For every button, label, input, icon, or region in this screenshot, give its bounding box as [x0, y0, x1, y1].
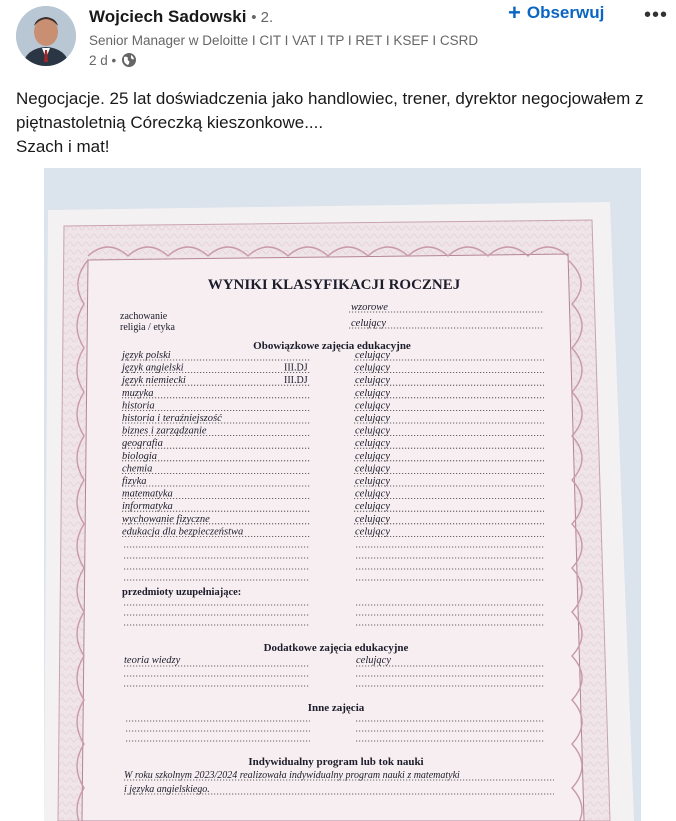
subject-name: chemia	[122, 463, 153, 475]
author-name[interactable]	[89, 7, 273, 27]
subject-grade: celujący	[355, 438, 390, 450]
subject-name: język niemiecki	[122, 375, 186, 387]
subject-name: geografia	[122, 438, 163, 450]
subject-name: historia i teraźniejszość	[122, 413, 222, 424]
subject-grade: celujący	[356, 655, 391, 666]
subject-grade: celujący	[355, 513, 390, 525]
subject-grade: celujący	[355, 387, 390, 399]
subject-name: historia	[122, 400, 155, 412]
more-icon[interactable]: •••	[644, 4, 669, 26]
program-line: i języka angielskiego.	[124, 784, 210, 795]
subject-name: język polski	[122, 350, 171, 361]
post-time: 2 d •	[89, 52, 117, 68]
subject-grade: celujący	[355, 413, 390, 424]
conduct-label: religia / etyka	[120, 322, 175, 333]
subject-name: fizyka	[122, 476, 147, 487]
post-image[interactable]	[44, 168, 641, 821]
section-heading: Indywidualny program lub tok nauki	[248, 756, 424, 768]
follow-button[interactable]	[508, 0, 605, 25]
subject-grade: celujący	[355, 526, 390, 538]
program-line: W roku szkolnym 2023/2024 realizowała indywidualny program nauki z matematyki	[124, 770, 460, 781]
subject-grade: celujący	[355, 425, 390, 437]
subject-name: język angielski	[122, 362, 184, 374]
subject-grade: celujący	[355, 488, 390, 500]
conduct-grade: celujący	[351, 318, 386, 329]
subject-name: wychowanie fizyczne	[122, 513, 210, 525]
author-name-text[interactable]: Wojciech Sadowski	[89, 7, 247, 26]
subject-name: muzyka	[122, 387, 154, 399]
globe-icon	[121, 52, 137, 68]
post-text-line1: Negocjacje. 25 lat doświadczenia jako handlowiec, trener, dyrektor negocjowałem z piętnastoletnią Córeczką kieszonkowe....	[16, 89, 644, 132]
conduct-grade: wzorowe	[351, 302, 388, 313]
conduct-label: zachowanie	[120, 311, 168, 322]
certificate-title: WYNIKI KLASYFIKACJI ROCZNEJ	[207, 277, 461, 293]
section-heading: Obowiązkowe zajęcia edukacyjne	[253, 340, 411, 352]
subject-extra: III.DJ	[284, 362, 308, 374]
subject-grade: celujący	[355, 350, 390, 361]
follow-label: Obserwuj	[526, 3, 605, 22]
section-heading: Dodatkowe zajęcia edukacyjne	[263, 642, 409, 654]
section-heading: Inne zajęcia	[307, 702, 365, 714]
plus-icon: +	[508, 0, 521, 25]
subject-name: informatyka	[122, 501, 173, 513]
subject-name: teoria wiedzy	[124, 655, 181, 666]
subject-grade: celujący	[355, 362, 390, 374]
subject-name: biznes i zarządzanie	[122, 425, 207, 437]
subject-grade: celujący	[355, 501, 390, 513]
post-meta	[89, 52, 137, 68]
subject-grade: celujący	[355, 463, 390, 475]
subject-grade: celujący	[355, 400, 390, 412]
connection-degree: • 2.	[251, 9, 274, 26]
subject-name: edukacja dla bezpieczeństwa	[122, 526, 244, 538]
author-headline: Senior Manager w Deloitte I CIT I VAT I TP I RET I KSEF I CSRD	[89, 33, 479, 48]
post-text	[16, 87, 666, 159]
post-text-line2: Szach i mat!	[16, 137, 110, 156]
subject-extra: III.DJ	[284, 375, 308, 387]
supplementary-label: przedmioty uzupełniające:	[122, 587, 242, 598]
subject-grade: celujący	[355, 375, 390, 387]
subject-name: matematyka	[122, 488, 173, 500]
subject-grade: celujący	[355, 450, 390, 462]
author-avatar[interactable]	[16, 6, 76, 66]
subject-grade: celujący	[355, 476, 390, 487]
subject-name: biologia	[122, 450, 158, 462]
